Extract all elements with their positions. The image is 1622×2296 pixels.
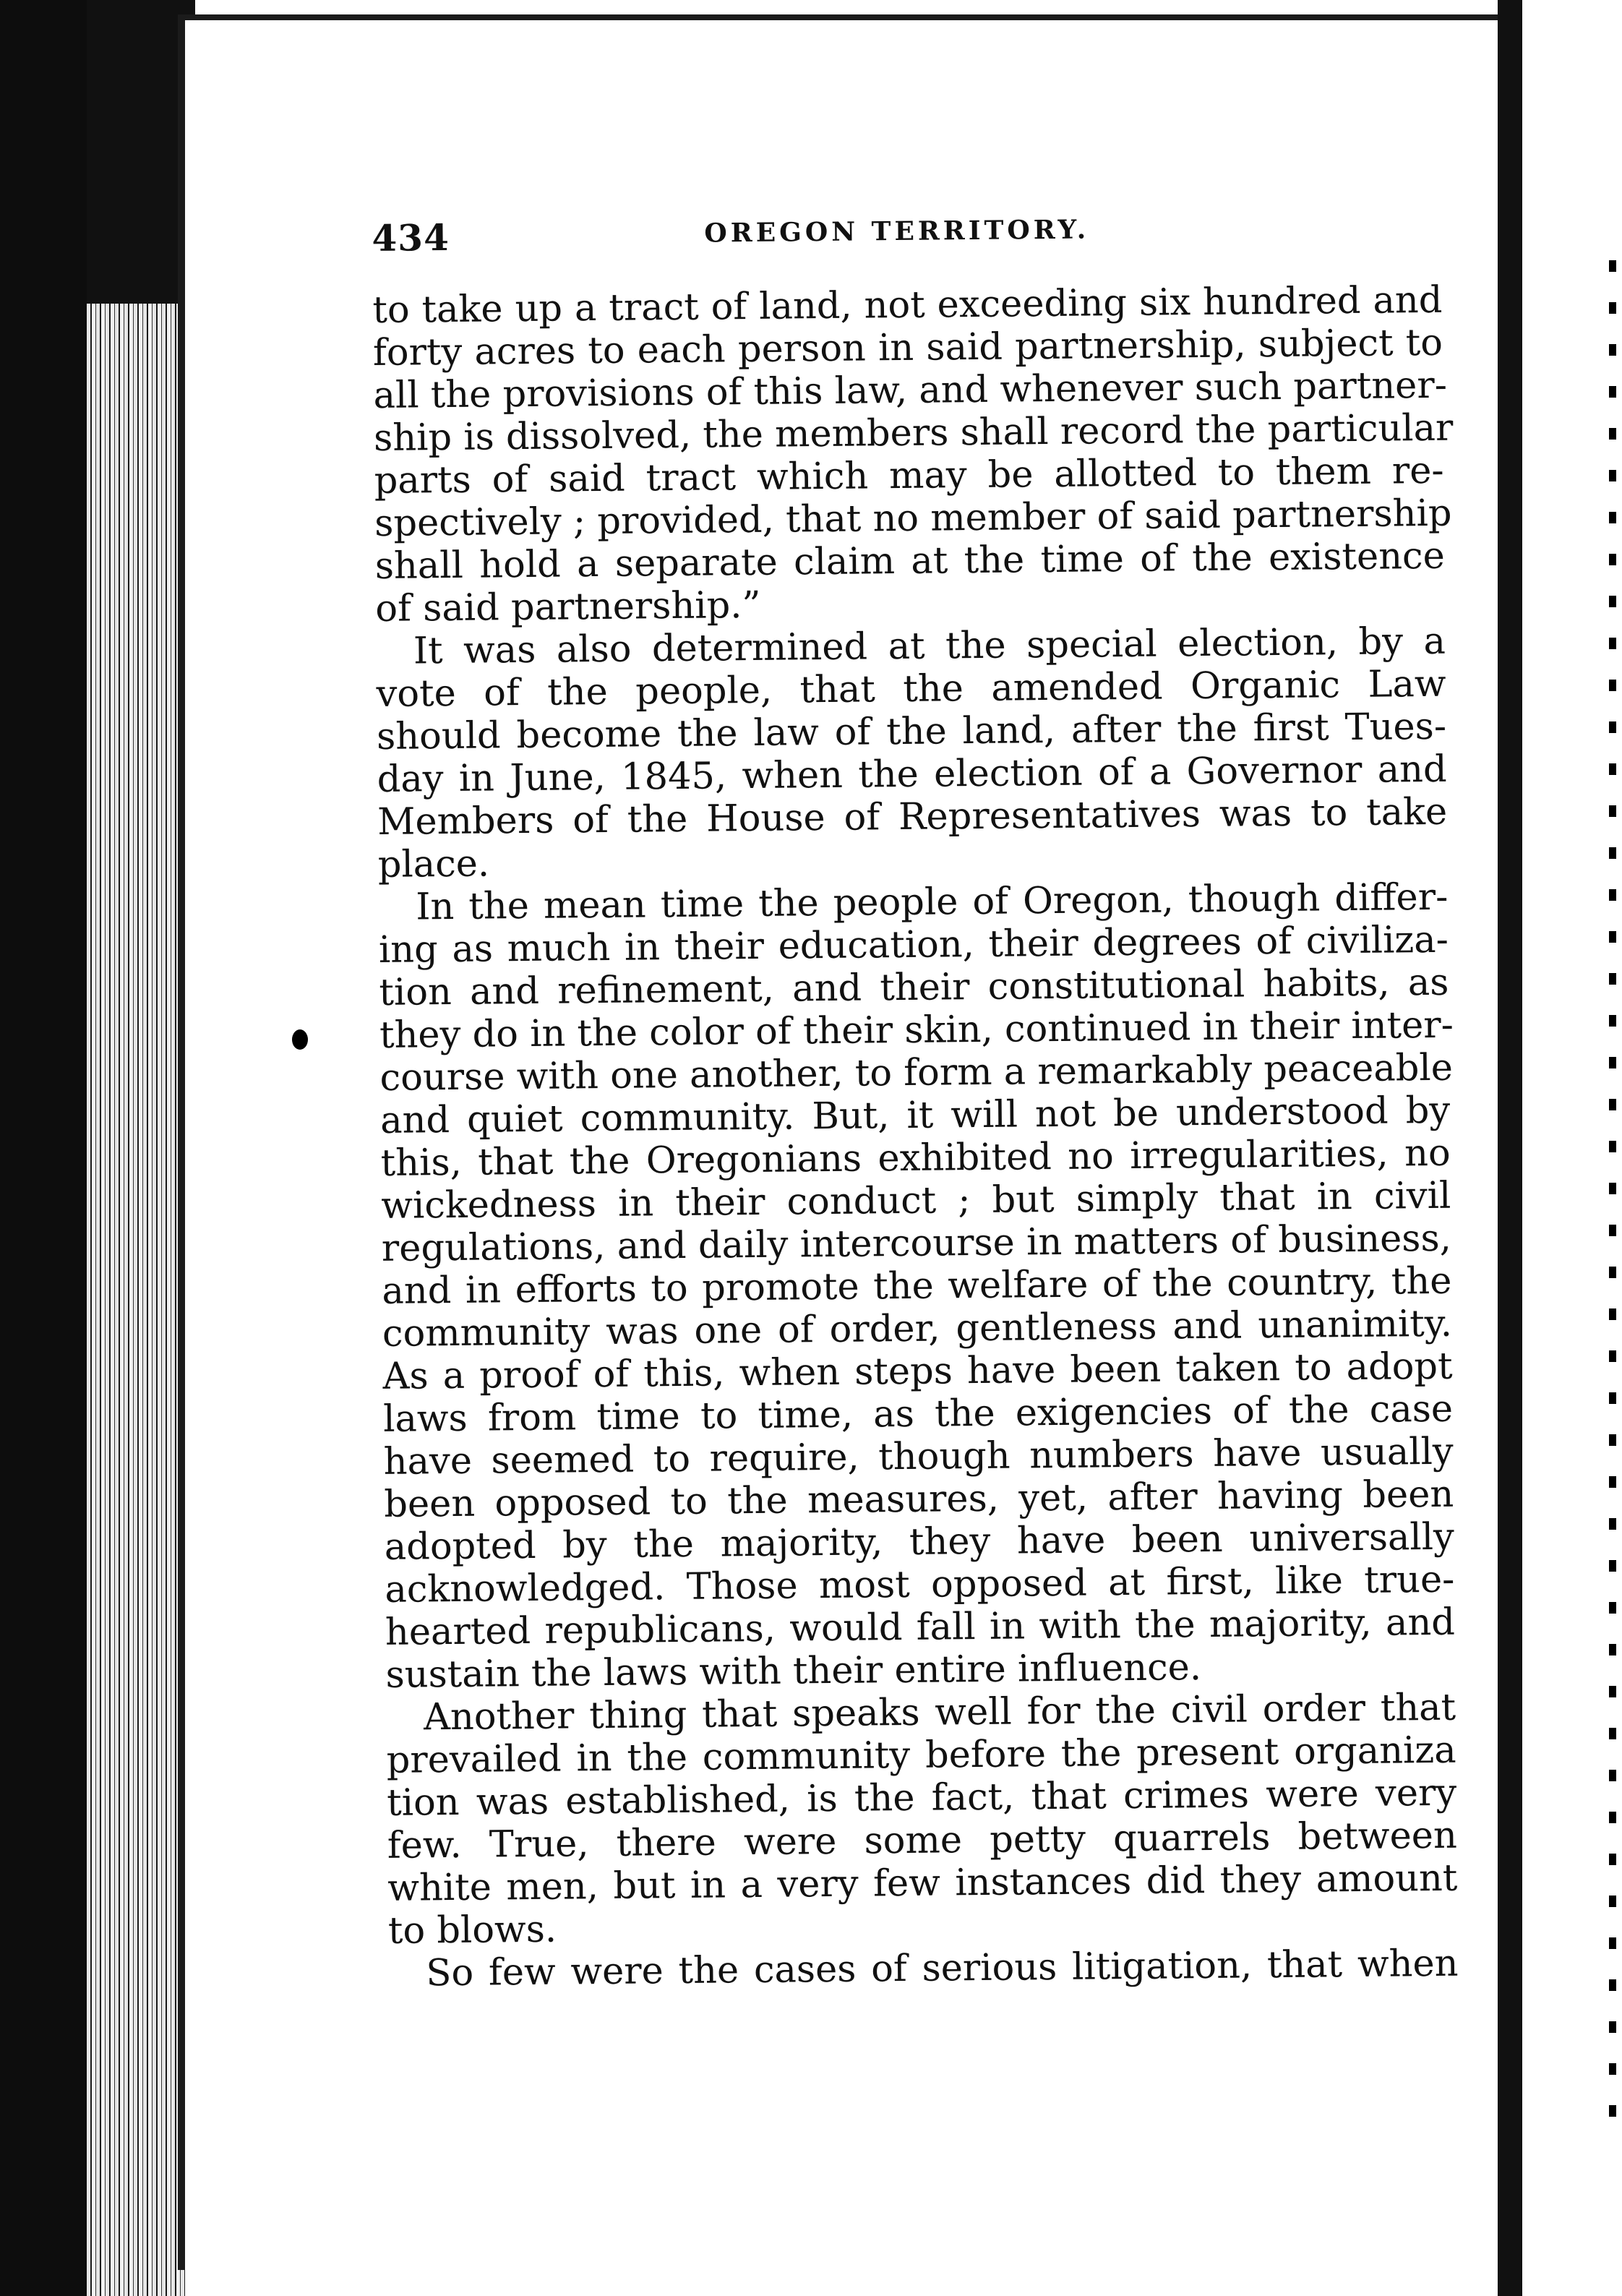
text-line: tion was established, is the fact, that crimes were very [386,1771,1457,1825]
text-line: should become the law of the land, after the first Tues- [376,705,1447,758]
text-line: all the provisions of this law, and whenever such partner- [373,364,1448,417]
facing-page-text-fragments [1609,260,1616,2140]
page-top-border [178,14,1501,20]
text-line: Members of the House of Representatives was to take [377,790,1448,844]
text-line: they do in the color of their skin, continued in their inter- [379,1003,1454,1057]
text-line: wickedness in their conduct ; but simply that in civil [381,1174,1451,1228]
book-gutter [1498,0,1522,2296]
text-line: adopted by the majority, they have been universally [384,1515,1455,1569]
text-line: laws from time to time, as the exigencies of the case [382,1387,1454,1441]
text-line: hearted republicans, would fall in with the majority, and [385,1601,1456,1654]
text-line: In the mean time the people of Oregon, though differ- [416,875,1449,929]
text-line: Another thing that speaks well for the civil order that [423,1686,1456,1739]
text-line: to blows. [387,1908,557,1953]
text-line: vote of the people, that the amended Organic Law [376,662,1446,716]
text-line: this, that the Oregonians exhibited no irregularities, no [380,1131,1451,1185]
text-line: As a proof of this, when steps have been taken to adopt [382,1345,1453,1398]
page-text-block [372,192,1459,1995]
text-line: and in efforts to promote the welfare of the country, the [382,1259,1452,1313]
text-line: course with one another, to form a remarkably peaceable [379,1046,1454,1100]
text-line: parts of said tract which may be allotted to them re- [374,449,1444,502]
text-line: It was also determined at the special election, by a [413,620,1446,673]
text-line: acknowledged. Those most opposed at first, like true- [385,1558,1455,1611]
book-edge-shadow [0,0,87,2296]
text-line: regulations, and daily intercourse in matters of business, [381,1217,1452,1270]
ink-speck [292,1029,308,1050]
text-line: ship is dissolved, the members shall record the particular [373,406,1454,460]
text-line: spectively ; provided, that no member of said partnership [374,492,1452,545]
page-number: 434 [372,215,450,260]
text-line: and quiet community. But, it will not be understood by [379,1089,1451,1142]
text-line: day in June, 1845, when the election of a Governor and [377,748,1447,801]
facing-page-edge [1522,0,1622,2296]
page-header [372,192,1442,289]
text-line: community was one of order, gentleness and unanimity. [382,1302,1453,1355]
text-line: ing as much in their education, their degrees of civiliza- [378,918,1449,972]
text-line: sustain the laws with their entire influence. [385,1646,1202,1697]
running-head: OREGON TERRITORY. [704,214,1090,249]
text-line: of said partnership.” [375,583,761,630]
page-left-border [178,14,185,2270]
text-line: been opposed to the measures, yet, after having been [384,1473,1454,1526]
text-line: tion and refinement, and their constitutional habits, as [379,961,1449,1014]
text-line: few. True, there were some petty quarrels between [387,1814,1458,1867]
text-line: So few were the cases of serious litigation, that when [426,1942,1459,1995]
text-line: forty acres to each person in said partnership, subject to [372,321,1443,374]
text-line: prevailed in the community before the present organiza [386,1729,1456,1782]
text-line: shall hold a separate claim at the time of the existence [374,534,1446,588]
text-line: white men, but in a very few instances did they amount [387,1856,1458,1910]
text-line: to take up a tract of land, not exceeding six hundred and [372,278,1443,332]
text-line: have seemed to require, though numbers have usually [383,1430,1454,1483]
text-line: place. [377,842,490,886]
